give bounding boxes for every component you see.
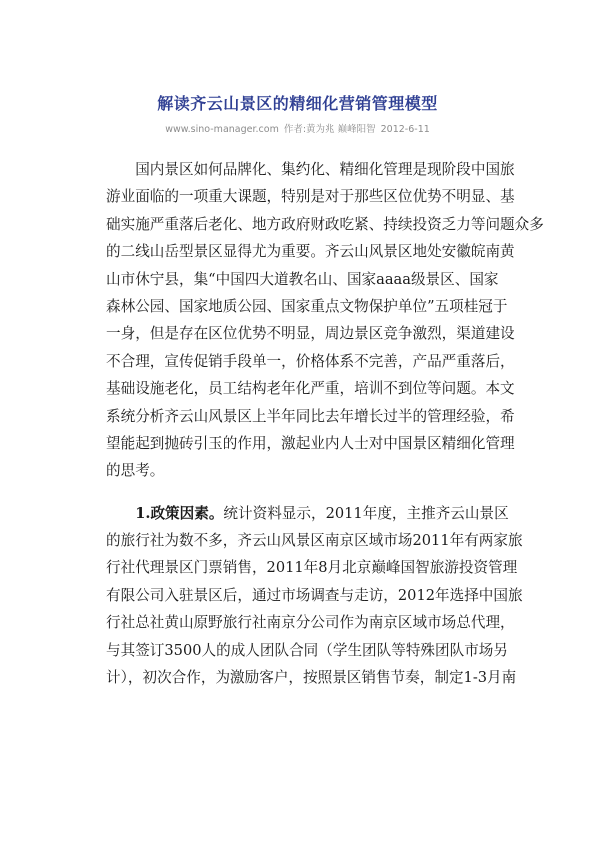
text-line: 望能起到抛砖引玉的作用，激起业内人士对中国景区精细化管理 <box>106 434 515 452</box>
article-byline <box>0 121 595 135</box>
text-line: 山市休宁县，集“中国四大道教名山、国家aaaa级景区、国家 <box>106 270 499 288</box>
text-line: 行社总社黄山原野旅行社南京分公司作为南京区域市场总代理， <box>106 614 515 632</box>
text-line: 础实施严重落后老化、地方政府财政吃紧、持续投资乏力等问题众多 <box>106 215 544 233</box>
byline-authors: 作者:黄为兆 巅峰阳智 <box>283 124 376 135</box>
text-line: 系统分析齐云山风景区上半年同比去年增长过半的管理经验，希 <box>106 407 515 425</box>
text-line: 的思考。 <box>106 462 165 480</box>
text-line: 计），初次合作，为激励客户，按照景区销售节奏，制定1-3月南 <box>106 669 517 687</box>
paragraph-intro <box>106 156 544 485</box>
text-line: 与其签订3500人的成人团队合同（学生团队等特殊团队市场另 <box>106 641 508 659</box>
article-title: 解读齐云山景区的精细化营销管理模型 <box>157 94 438 113</box>
section-heading-rest: 统计资料显示，2011年度，主推齐云山景区 <box>223 504 509 522</box>
text-line: 游业面临的一项重大课题，特别是对于那些区位优势不明显、基 <box>106 188 515 206</box>
paragraph-policy <box>106 500 523 692</box>
paragraph-spacer <box>106 485 490 500</box>
byline-date: 2012-6-11 <box>380 124 430 135</box>
text-line: 行社代理景区门票销售，2011年8月北京巅峰国智旅游投资管理 <box>106 559 518 577</box>
text-line: 一身，但是存在区位优势不明显，周边景区竞争激烈，渠道建设 <box>106 325 515 343</box>
text-line: 有限公司入驻景区后，通过市场调查与走访，2012年选择中国旅 <box>106 586 523 604</box>
text-line: 国内景区如何品牌化、集约化、精细化管理是现阶段中国旅 <box>106 161 515 178</box>
text-line: 的旅行社为数不多，齐云山风景区南京区域市场2011年有两家旅 <box>106 532 523 550</box>
article-body <box>106 156 544 691</box>
byline-source: www.sino-manager.com <box>165 124 279 135</box>
text-line: 基础设施老化，员工结构老年化严重，培训不到位等问题。本文 <box>106 380 515 398</box>
text-line: 的二线山岳型景区显得尤为重要。齐云山风景区地处安徽皖南黄 <box>106 243 515 261</box>
text-line: 森林公园、国家地质公园、国家重点文物保护单位”五项桂冠于 <box>106 297 508 315</box>
text-line <box>106 500 509 527</box>
text-line: 不合理，宣传促销手段单一，价格体系不完善，产品严重落后， <box>106 352 515 370</box>
section-heading: 1.政策因素。 <box>135 504 224 522</box>
